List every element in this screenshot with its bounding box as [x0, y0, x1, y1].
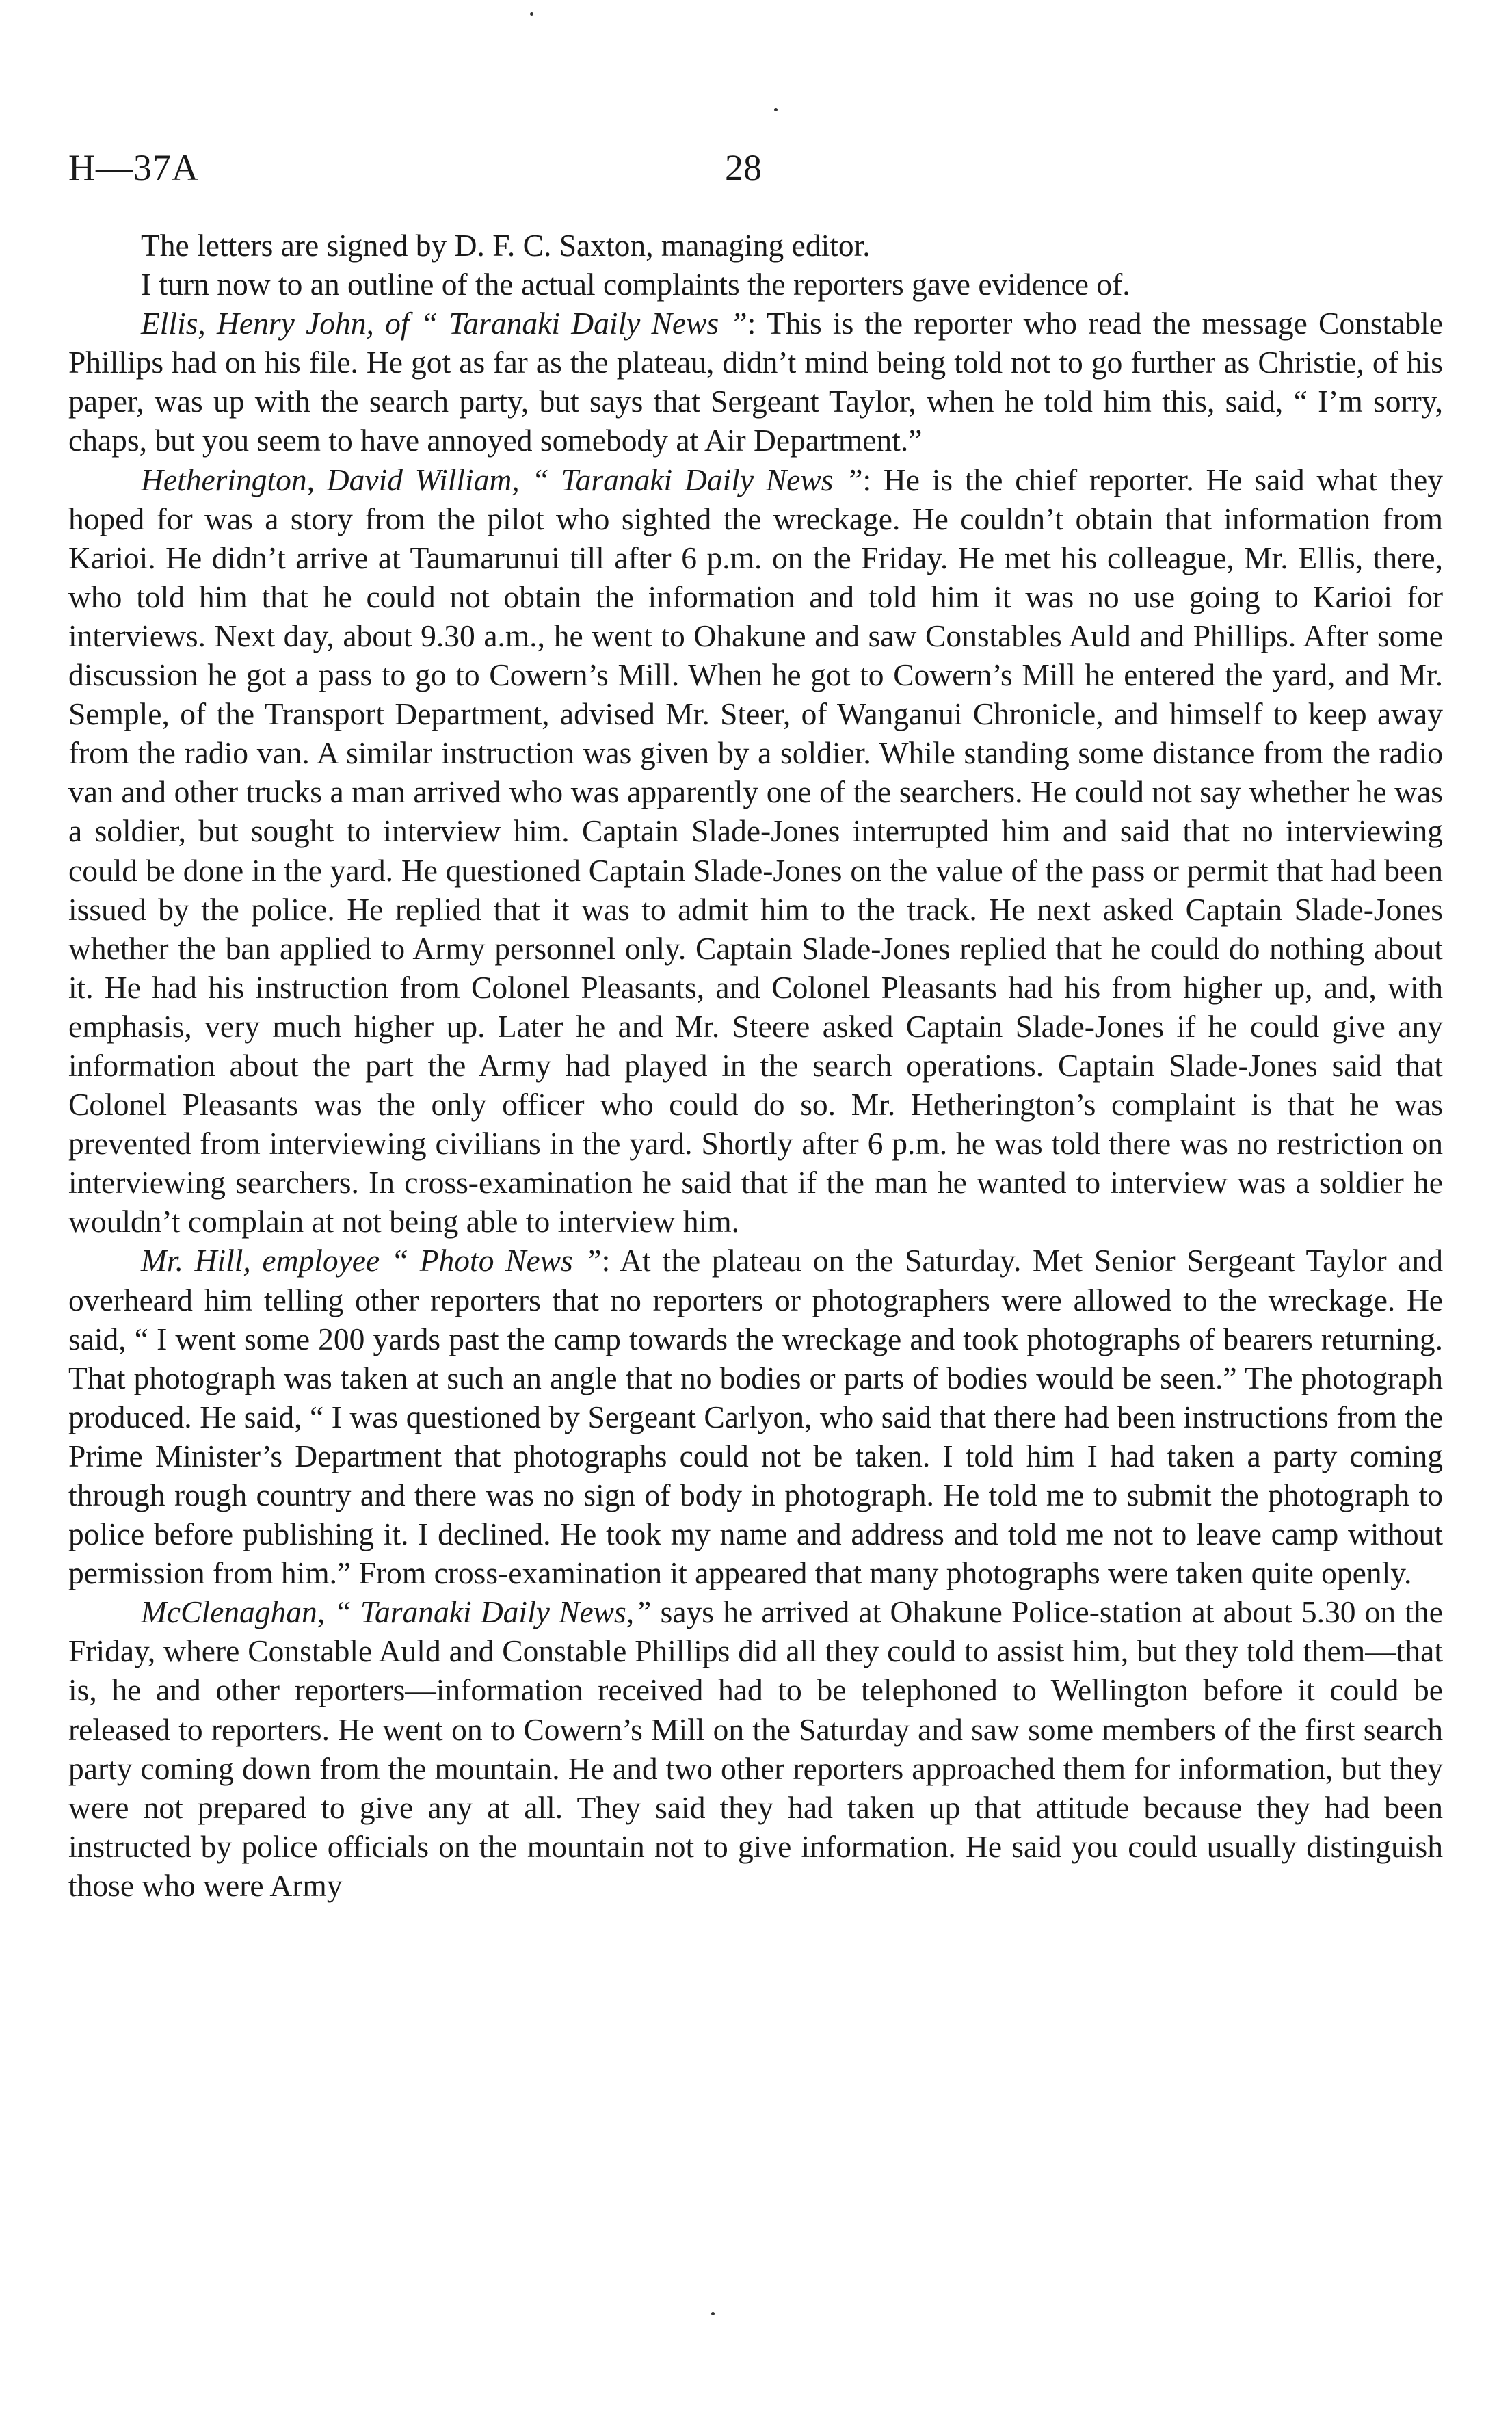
paragraph	[68, 1592, 1443, 1905]
scan-speck	[774, 108, 778, 111]
paragraph-text: I turn now to an outline of the actual complaints the reporters gave evidence of.	[141, 267, 1130, 302]
scan-speck	[711, 2312, 715, 2315]
scan-speck	[530, 12, 533, 16]
page-header	[68, 137, 1443, 198]
paragraph	[68, 226, 1443, 265]
document-reference: H—37A	[68, 147, 199, 188]
witness-name: Hetherington, David William, “ Taranaki Daily News ”	[141, 462, 863, 497]
paragraph-text: The letters are signed by D. F. C. Saxton, managing editor.	[141, 228, 871, 263]
paragraph	[68, 304, 1443, 460]
document-body	[68, 226, 1443, 1905]
paragraph	[68, 265, 1443, 304]
witness-name: McClenaghan, “ Taranaki Daily News,”	[141, 1594, 652, 1630]
paragraph	[68, 460, 1443, 1241]
witness-name: Ellis, Henry John, of “ Taranaki Daily News ”	[141, 306, 747, 341]
paragraph-text: says he arrived at Ohakune Police-station at about 5.30 on the Friday, where Constable Auld and Constable Phillips did all they could to assist him, but they told them—that is, he and other reporters—information received had to be telephoned to Wellington before it could be released to reporters. He went on to Cowern’s Mill on the Saturday and saw some members of the first search party coming down from the mountain. He and two other reporters approached them for information, but they were not prepared to give any at all. They said they had taken up that attitude because they had been instructed by police officials on the mountain not to give information. He said you could usually distinguish those who were Army	[68, 1594, 1443, 1903]
paragraph	[68, 1241, 1443, 1592]
paragraph-text: : He is the chief reporter. He said what they hoped for was a story from the pilot who sighted the wreckage. He couldn’t obtain that information from Karioi. He didn’t arrive at Taumarunui till after 6 p.m. on the Friday. He met his colleague, Mr. Ellis, there, who told him that he could not obtain the information and told him it was no use going to Karioi for interviews. Next day, about 9.30 a.m., he went to Ohakune and saw Constables Auld and Phillips. After some discussion he got a pass to go to Cowern’s Mill. When he got to Cowern’s Mill he entered the yard, and Mr. Semple, of the Transport Department, advised Mr. Steer, of Wanganui Chronicle, and himself to keep away from the radio van. A similar instruction was given by a soldier. While standing some distance from the radio van and other trucks a man arrived who was apparently one of the searchers. He could not say whether he was a soldier, but sought to interview him. Captain Slade-Jones interrupted him and said that no interviewing could be done in the yard. He questioned Captain Slade-Jones on the value of the pass or permit that had been issued by the police. He replied that it was to admit him to the track. He next asked Captain Slade-Jones whether the ban applied to Army personnel only. Captain Slade-Jones replied that he could do nothing about it. He had his instruction from Colonel Pleasants, and Colonel Pleasants had his from higher up, and, with emphasis, very much higher up. Later he and Mr. Steere asked Captain Slade-Jones if he could give any information about the part the Army had played in the search operations. Captain Slade-Jones said that Colonel Pleasants was the only officer who could do so. Mr. Hetherington’s complaint is that he was prevented from interviewing civilians in the yard. Shortly after 6 p.m. he was told there was no restriction on interviewing searchers. In cross-examination he said that if the man he wanted to interview was a soldier he wouldn’t complain at not being able to interview him.	[68, 462, 1444, 1239]
page-number: 28	[725, 147, 762, 188]
paragraph-text: : This is the reporter who read the message Constable Phillips had on his file. He got as far as the plateau, didn’t mind being told not to go further as Christie, of his paper, was up with the search party, but says that Sergeant Taylor, when he told him this, said, “ I’m sorry, chaps, but you seem to have annoyed somebody at Air Department.”	[68, 306, 1443, 458]
witness-name: Mr. Hill, employee “ Photo News ”	[141, 1243, 602, 1278]
paragraph-text: : At the plateau on the Saturday. Met Senior Sergeant Taylor and overheard him telling other reporters that no reporters or photographers were allowed to the wreckage. He said, “ I went some 200 yards past the camp towards the wreckage and took photographs of bearers returning. That photograph was taken at such an angle that no bodies or parts of bodies would be seen.” The photograph produced. He said, “ I was questioned by Sergeant Carlyon, who said that there had been instructions from the Prime Minister’s Department that photographs could not be taken. I told him I had taken a party coming through rough country and there was no sign of body in photograph. He told me to submit the photograph to police before publishing it. I declined. He took my name and address and told me not to leave camp without permission from him.” From cross-examination it appeared that many photographs were taken quite openly.	[68, 1243, 1443, 1591]
